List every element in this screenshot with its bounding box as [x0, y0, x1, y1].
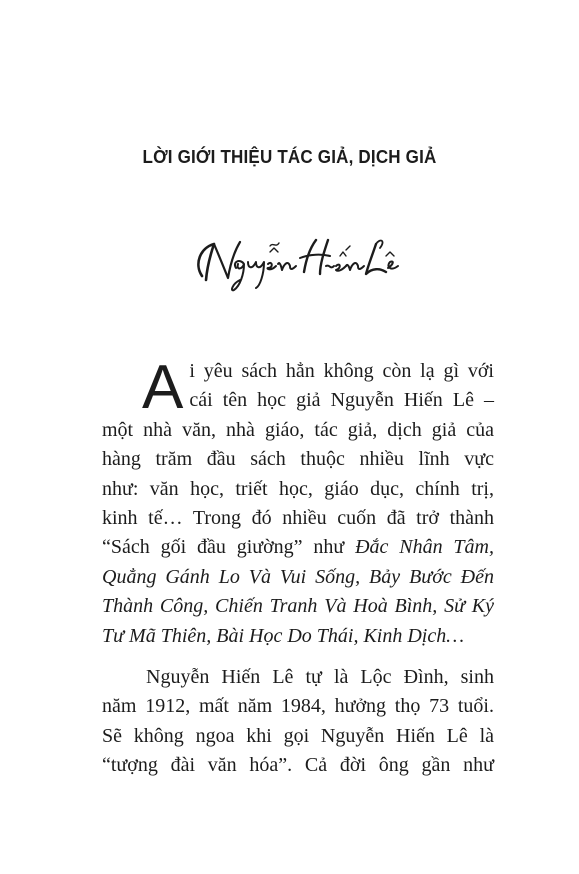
drop-cap-letter: A — [142, 353, 184, 422]
text-line — [102, 533, 494, 562]
text-line: hàng trăm đầu sách thuộc nhiều lĩnh vực — [102, 448, 494, 471]
text-segment: “Sách gối đầu giường” như — [102, 536, 356, 559]
book-title-line: Tư Mã Thiên, Bài Học Do Thái, Kinh Dịch… — [102, 624, 465, 647]
text-line: như: văn học, triết học, giáo dục, chính trị, — [102, 477, 494, 500]
text-line: Nguyễn Hiến Lê tự là Lộc Đình, sinh — [146, 666, 494, 689]
text-line: “tượng đài văn hóa”. Cả đời ông gần như — [102, 754, 494, 777]
text-line: một nhà văn, nhà giáo, tác giả, dịch giả của — [102, 418, 494, 441]
text-line: kinh tế… Trong đó nhiều cuốn đã trở thành — [102, 507, 494, 530]
book-title-line: Quẳng Gánh Lo Và Vui Sống, Bảy Bước Đến — [102, 565, 494, 588]
text-line: i yêu sách hẳn không còn lạ gì với — [189, 360, 494, 382]
paragraph-1 — [102, 353, 494, 651]
text-line: cái tên học giả Nguyễn Hiến Lê – — [189, 389, 494, 412]
text-line: Sẽ không ngoa khi gọi Nguyễn Hiến Lê là — [102, 724, 494, 747]
section-heading: LỜI GIỚI THIỆU TÁC GIẢ, DỊCH GIẢ — [142, 146, 437, 167]
text-line: năm 1912, mất năm 1984, hưởng thọ 73 tuổi. — [102, 695, 494, 718]
paragraph-2 — [102, 663, 494, 781]
intro-text — [102, 353, 494, 781]
book-title-line: Thành Công, Chiến Tranh Và Hoà Bình, Sử Ký — [102, 595, 494, 618]
book-title: Đắc Nhân Tâm, — [355, 536, 494, 559]
author-signature — [180, 228, 420, 298]
